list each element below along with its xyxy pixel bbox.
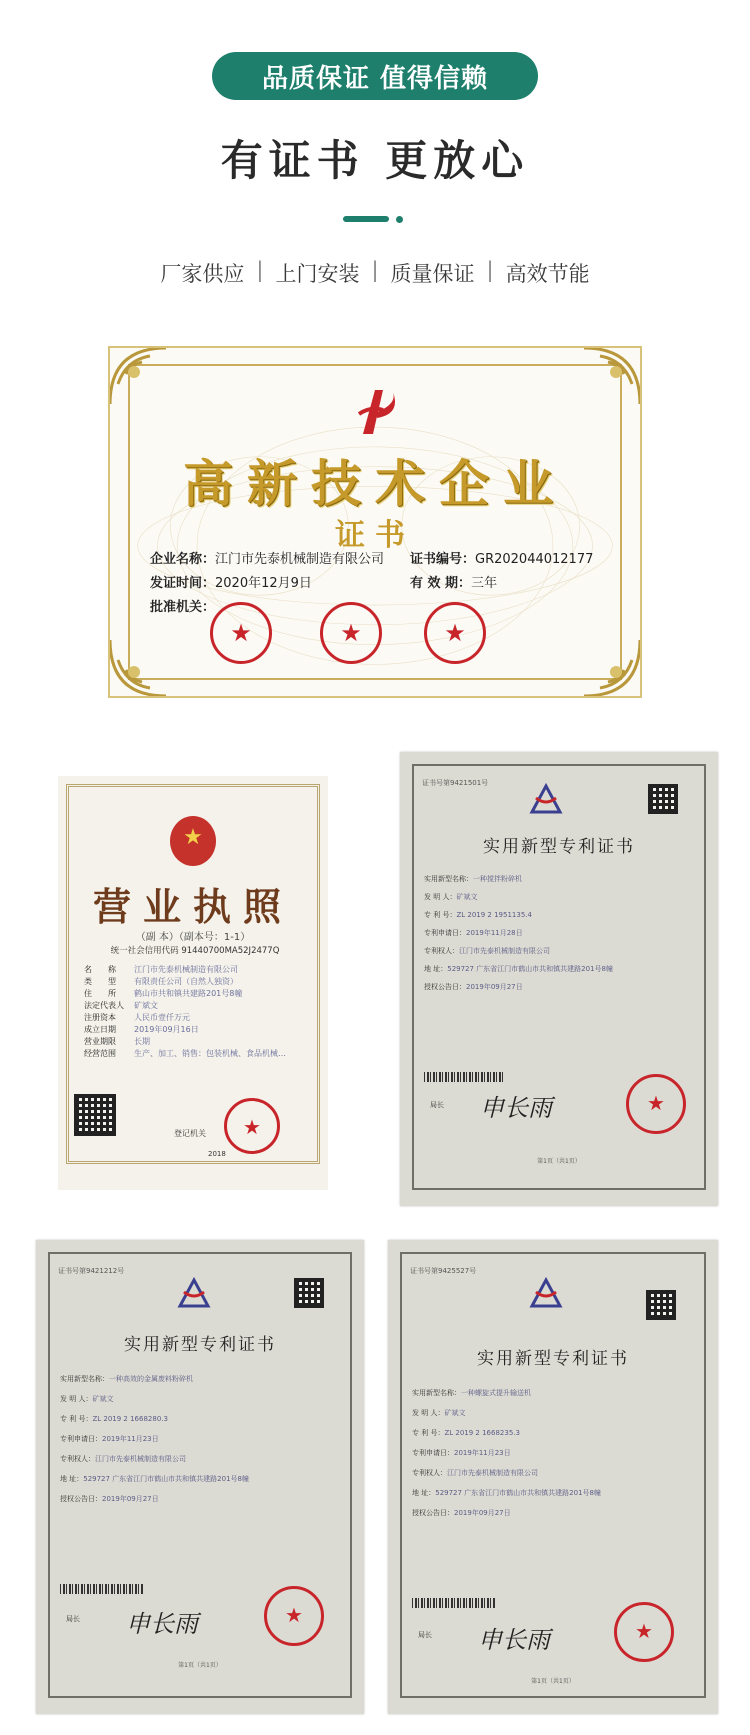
license-field-value: 生产、加工、销售：包装机械、食品机械… bbox=[134, 1049, 286, 1058]
business-license-photo bbox=[58, 776, 328, 1190]
registrar-seal bbox=[224, 1098, 280, 1154]
validity-label: 有 效 期： bbox=[410, 576, 472, 591]
high-tech-certificate bbox=[108, 346, 642, 698]
cnipa-logo-icon bbox=[528, 782, 564, 816]
patent-inventor: 矿斌文 bbox=[456, 893, 478, 901]
qr-code-icon bbox=[294, 1278, 324, 1308]
patent-apply-date: 2019年11月23日 bbox=[454, 1449, 511, 1457]
license-field-value: 江门市先泰机械制造有限公司 bbox=[134, 965, 238, 974]
patent-field-label: 实用新型名称： bbox=[412, 1389, 461, 1397]
patent-address: 529727 广东省江门市鹤山市共和镇共建路201号8幢 bbox=[83, 1475, 249, 1483]
patent-field-label: 专利权人： bbox=[60, 1455, 95, 1463]
patent-owner: 江门市先泰机械制造有限公司 bbox=[95, 1455, 186, 1463]
license-field-label: 成立日期 bbox=[84, 1025, 116, 1034]
patent-footer: 第1页（共1页） bbox=[178, 1662, 222, 1669]
license-field-value: 长期 bbox=[134, 1037, 150, 1046]
feature-list bbox=[0, 258, 750, 288]
patent-name: 一种高效的金属废料粉碎机 bbox=[109, 1375, 193, 1383]
issue-date-label: 发证时间： bbox=[150, 576, 216, 591]
license-year: 2018 bbox=[208, 1150, 226, 1158]
feature-separator: | bbox=[256, 258, 264, 282]
license-copy-label: （副 本）（副本号：1-1） bbox=[135, 932, 251, 943]
feature-item: 质量保证 bbox=[390, 262, 475, 286]
cnipa-logo-icon bbox=[528, 1276, 564, 1310]
company-name: 江门市先泰机械制造有限公司 bbox=[215, 552, 385, 567]
director-label: 局长 bbox=[66, 1615, 80, 1623]
seal-star-icon: ★ bbox=[340, 619, 362, 647]
patent-name: 一种搅拌粉碎机 bbox=[473, 875, 522, 883]
patent-field-label: 专利权人： bbox=[424, 947, 459, 955]
heading-dot bbox=[396, 216, 403, 223]
director-label: 局长 bbox=[418, 1631, 432, 1639]
cnipa-logo-icon bbox=[176, 1276, 212, 1310]
qr-code-icon bbox=[648, 784, 678, 814]
license-code-line bbox=[78, 944, 312, 956]
cert-no: GR202044012177 bbox=[475, 552, 594, 567]
director-signature: 申长雨 bbox=[480, 1094, 552, 1122]
cert-no-label: 证书编号： bbox=[410, 552, 476, 567]
license-field-value: 鹤山市共和镇共建路201号8幢 bbox=[134, 989, 243, 998]
barcode-icon bbox=[60, 1584, 144, 1594]
credit-code: 91440700MA52J2477Q bbox=[181, 946, 280, 956]
patent-inventor: 矿斌文 bbox=[444, 1409, 466, 1417]
patent-title: 实用新型专利证书 bbox=[483, 837, 635, 857]
license-field-value: 有限责任公司（自然人独资） bbox=[134, 977, 238, 986]
patent-field-label: 专利申请日： bbox=[60, 1435, 102, 1443]
patent-field-label: 专利申请日： bbox=[412, 1449, 454, 1457]
cnipa-seal bbox=[626, 1074, 686, 1134]
license-field-value: 矿斌文 bbox=[134, 1001, 158, 1010]
feature-item: 上门安装 bbox=[275, 262, 360, 286]
patent-field-label: 地 址： bbox=[60, 1475, 84, 1483]
director-signature: 申长雨 bbox=[126, 1610, 198, 1638]
official-seal bbox=[424, 602, 486, 664]
page-heading: 有证书 更放心 bbox=[220, 136, 530, 185]
qr-code-icon bbox=[646, 1290, 676, 1320]
patent-inventor: 矿斌文 bbox=[92, 1395, 114, 1403]
patent-field-label: 专 利 号： bbox=[60, 1415, 93, 1423]
patent-footer: 第1页（共1页） bbox=[537, 1158, 581, 1165]
company-label: 企业名称： bbox=[150, 552, 216, 567]
patent-cert-no: 证书号第9421501号 bbox=[422, 779, 489, 787]
patent-certificate-photo bbox=[400, 752, 718, 1206]
patent-apply-date: 2019年11月23日 bbox=[102, 1435, 159, 1443]
patent-number: ZL 2019 2 1951135.4 bbox=[456, 911, 532, 919]
heading-underline bbox=[343, 216, 389, 222]
license-field-label: 法定代表人 bbox=[84, 1001, 124, 1010]
patent-owner: 江门市先泰机械制造有限公司 bbox=[459, 947, 550, 955]
patent-field-label: 授权公告日： bbox=[60, 1495, 102, 1503]
patent-field-label: 发 明 人： bbox=[424, 893, 457, 901]
license-field-label: 经营范围 bbox=[84, 1049, 116, 1058]
patent-owner: 江门市先泰机械制造有限公司 bbox=[447, 1469, 538, 1477]
patent-field-label: 地 址： bbox=[412, 1489, 436, 1497]
certificate-title: 高新技术企业 bbox=[183, 454, 567, 513]
slogan-pill: 品质保证 值得信赖 bbox=[212, 52, 538, 100]
credit-code-label: 统一社会信用代码 bbox=[110, 946, 179, 956]
patent-cert-no: 证书号第9425527号 bbox=[410, 1267, 477, 1275]
corner-ornament-icon bbox=[580, 346, 642, 408]
patent-cert-no: 证书号第9421212号 bbox=[58, 1267, 125, 1275]
director-signature: 申长雨 bbox=[478, 1626, 550, 1654]
patent-field-label: 地 址： bbox=[424, 965, 448, 973]
patent-address: 529727 广东省江门市鹤山市共和镇共建路201号8幢 bbox=[447, 965, 613, 973]
patent-certificate-photo bbox=[388, 1240, 718, 1714]
patent-grant-date: 2019年09月27日 bbox=[454, 1509, 511, 1517]
corner-ornament-icon bbox=[580, 636, 642, 698]
license-field-label: 注册资本 bbox=[84, 1013, 116, 1022]
validity: 三年 bbox=[471, 576, 498, 591]
patent-field-label: 专 利 号： bbox=[412, 1429, 445, 1437]
license-field-label: 类 型 bbox=[84, 977, 116, 986]
patent-number: ZL 2019 2 1668235.3 bbox=[444, 1429, 520, 1437]
registrar-label: 登记机关 bbox=[174, 1129, 206, 1138]
patent-name: 一种螺旋式提升输送机 bbox=[461, 1389, 531, 1397]
patent-number: ZL 2019 2 1668280.3 bbox=[92, 1415, 168, 1423]
patent-field-label: 实用新型名称： bbox=[60, 1375, 109, 1383]
patent-field-label: 授权公告日： bbox=[412, 1509, 454, 1517]
seal-star-icon: ★ bbox=[230, 619, 252, 647]
license-field-value: 2019年09月16日 bbox=[134, 1025, 199, 1034]
patent-field-label: 专利申请日： bbox=[424, 929, 466, 937]
patent-footer: 第1页（共1页） bbox=[531, 1678, 575, 1685]
feature-separator: | bbox=[486, 258, 494, 282]
national-emblem-icon bbox=[170, 816, 216, 866]
license-field-label: 营业期限 bbox=[84, 1037, 116, 1046]
patent-apply-date: 2019年11月28日 bbox=[466, 929, 523, 937]
director-label: 局长 bbox=[430, 1101, 444, 1109]
seal-star-icon: ★ bbox=[444, 619, 466, 647]
feature-item: 厂家供应 bbox=[160, 262, 245, 286]
patent-title: 实用新型专利证书 bbox=[477, 1349, 629, 1369]
issue-date: 2020年12月9日 bbox=[215, 576, 312, 591]
feature-separator: | bbox=[371, 258, 379, 282]
certificate-subtitle: 证书 bbox=[335, 518, 415, 553]
license-field-value: 人民币壹仟万元 bbox=[134, 1013, 190, 1022]
patent-address: 529727 广东省江门市鹤山市共和镇共建路201号8幢 bbox=[435, 1489, 601, 1497]
patent-certificate-photo bbox=[36, 1240, 364, 1714]
patent-title: 实用新型专利证书 bbox=[124, 1335, 276, 1355]
patent-field-label: 授权公告日： bbox=[424, 983, 466, 991]
patent-field-label: 专 利 号： bbox=[424, 911, 457, 919]
patent-field-label: 专利权人： bbox=[412, 1469, 447, 1477]
corner-ornament-icon bbox=[108, 346, 170, 408]
cnipa-seal bbox=[264, 1586, 324, 1646]
official-seal bbox=[210, 602, 272, 664]
patent-grant-date: 2019年09月27日 bbox=[466, 983, 523, 991]
license-field-label: 住 所 bbox=[84, 989, 116, 998]
patent-field-label: 发 明 人： bbox=[60, 1395, 93, 1403]
corner-ornament-icon bbox=[108, 636, 170, 698]
license-title: 营业执照 bbox=[92, 884, 293, 929]
feature-item: 高效节能 bbox=[505, 262, 590, 286]
official-seal bbox=[320, 602, 382, 664]
patent-grant-date: 2019年09月27日 bbox=[102, 1495, 159, 1503]
patent-field-label: 发 明 人： bbox=[412, 1409, 445, 1417]
qr-code-icon bbox=[74, 1094, 116, 1136]
barcode-icon bbox=[412, 1598, 496, 1608]
high-tech-logo-icon bbox=[353, 384, 403, 438]
license-field-label: 名 称 bbox=[84, 965, 116, 974]
patent-field-label: 实用新型名称： bbox=[424, 875, 473, 883]
barcode-icon bbox=[424, 1072, 504, 1082]
cnipa-seal bbox=[614, 1602, 674, 1662]
authority-label: 批准机关： bbox=[150, 600, 216, 615]
